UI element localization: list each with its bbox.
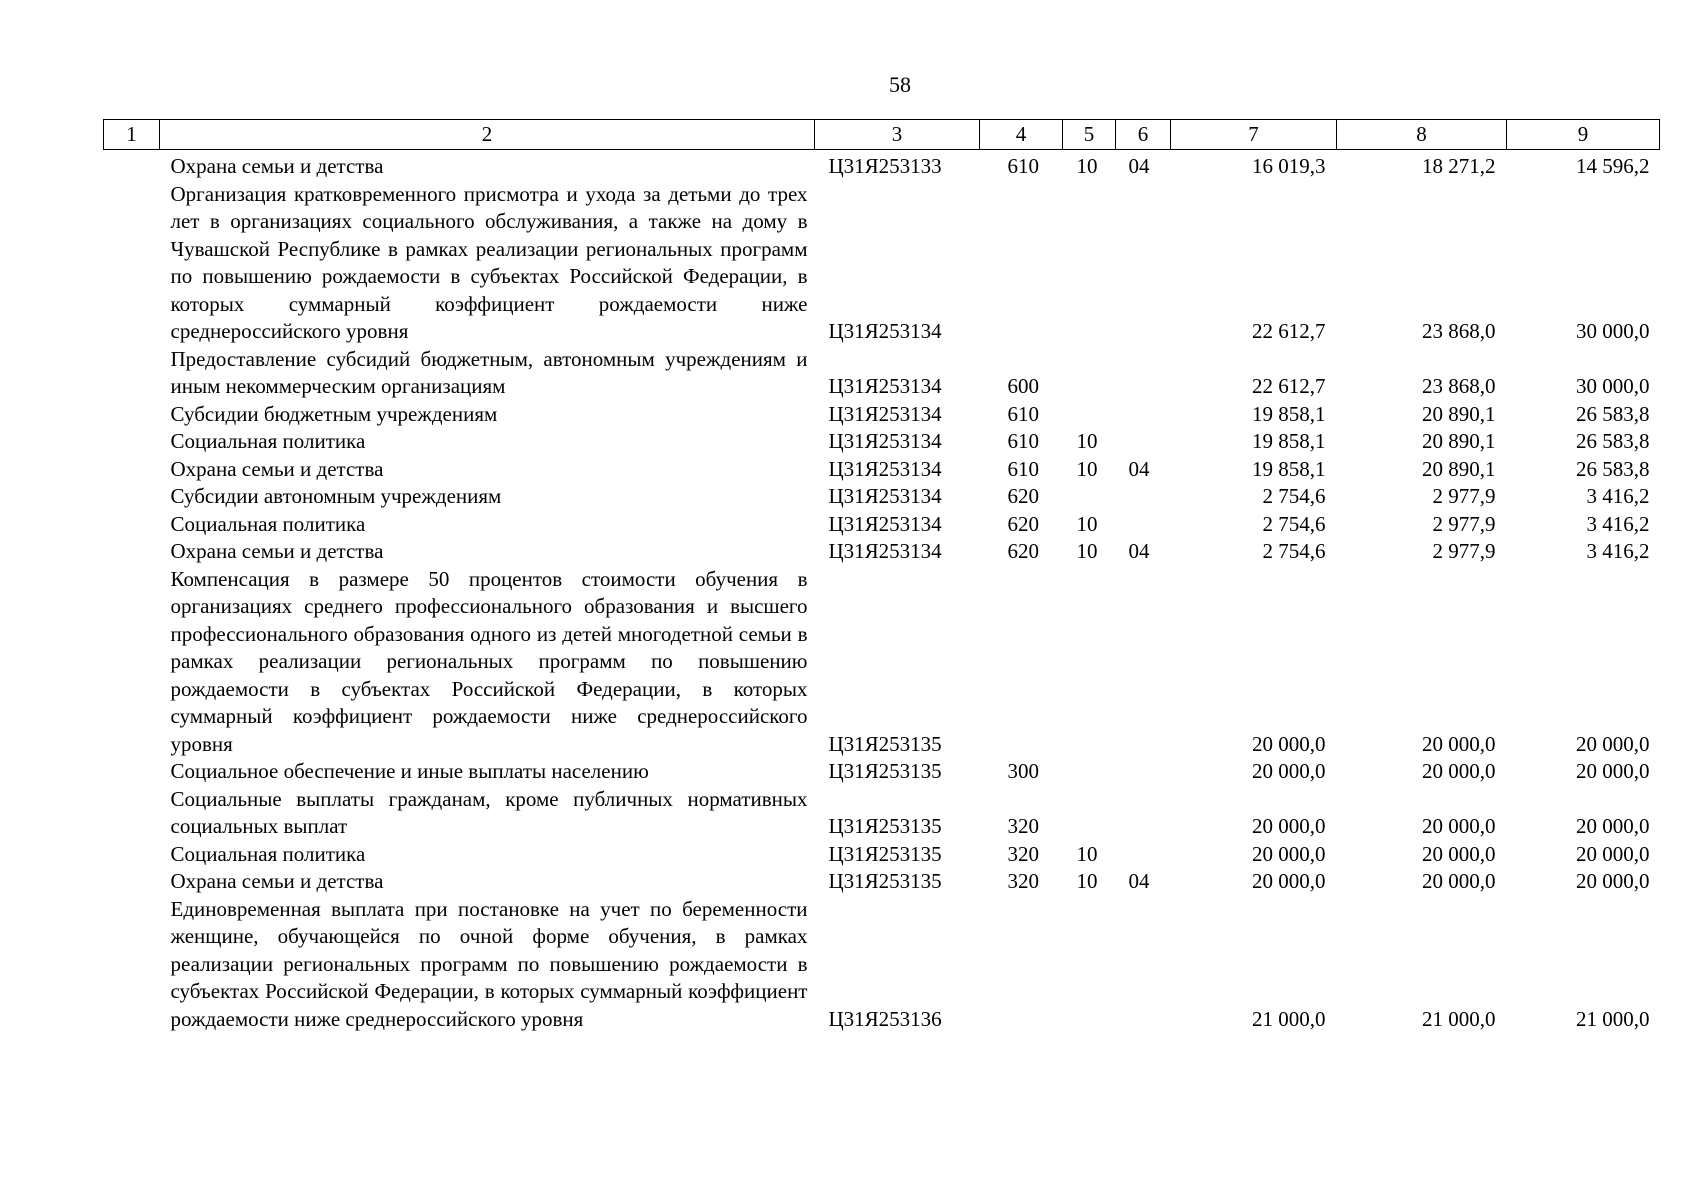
row-section [1063,483,1116,511]
row-index-cell [104,841,160,869]
row-index-cell [104,483,160,511]
row-value-col7: 20 000,0 [1252,814,1326,838]
row-value-col8: 20 000,0 [1422,759,1496,783]
row-expense-type [980,181,1063,346]
row-target-code: Ц31Я253134 [828,401,942,426]
header-col-4: 4 [980,120,1063,150]
row-value-col8: 21 000,0 [1422,1006,1496,1031]
table-row [104,456,1660,484]
row-subsection [1116,401,1171,429]
row-section [1063,896,1116,1034]
row-index-cell [104,401,160,429]
row-target-code: Ц31Я253134 [828,429,942,453]
row-value-col7: 20 000,0 [1252,841,1326,866]
row-subsection [1116,428,1171,456]
row-value-col9: 30 000,0 [1576,319,1650,343]
row-value-col7: 21 000,0 [1252,1006,1326,1031]
row-value-col7: 19 858,1 [1252,456,1326,481]
row-value-col7: 2 754,6 [1262,539,1326,563]
row-value-col9: 30 000,0 [1576,374,1650,398]
table-row [104,150,1660,181]
row-subsection [1116,483,1171,511]
row-value-col7: 19 858,1 [1252,429,1326,453]
row-name: Социальная политика [170,841,366,866]
row-section [1063,566,1116,759]
row-value-col8: 20 000,0 [1422,814,1496,838]
row-index-cell [104,511,160,539]
row-expense-type: 320 [1007,814,1039,838]
row-value-col9: 20 000,0 [1576,731,1650,756]
row-value-col7: 20 000,0 [1252,869,1326,893]
row-name: Охрана семьи и детства [170,154,384,178]
row-subsection: 04 [1128,456,1150,481]
row-name: Субсидии бюджетным учреждениям [170,401,498,426]
row-value-col8: 20 890,1 [1422,429,1496,453]
row-expense-type: 600 [1007,374,1039,398]
row-expense-type: 620 [1007,511,1039,536]
header-col-6: 6 [1116,120,1171,150]
row-section [1063,346,1116,401]
row-target-code: Ц31Я253134 [828,374,942,398]
row-value-col8: 20 000,0 [1422,869,1496,893]
row-value-col9: 20 000,0 [1576,814,1650,838]
row-subsection [1116,566,1171,759]
row-index-cell [104,346,160,401]
row-expense-type: 610 [1007,456,1039,481]
header-col-9: 9 [1507,120,1660,150]
row-index-cell [104,428,160,456]
row-section [1063,758,1116,786]
row-value-col9: 3 416,2 [1586,539,1650,563]
row-section: 10 [1076,429,1098,453]
row-name: Организация кратковременного присмотра и ухода за детьми до трех лет в организациях социального обслуживания, а также на дому в Чувашской Республике в рамках реализации региональных программ по повышению рождаемости в субъектах Российской Федерации, в которых суммарный коэффициент рождаемости ниже среднероссийского уровня [170,181,808,343]
row-name: Охрана семьи и детства [170,456,384,481]
table-row [104,758,1660,786]
page-number: 58 [889,72,911,97]
row-value-col7: 20 000,0 [1252,759,1326,783]
row-index-cell [104,758,160,786]
row-section: 10 [1076,456,1098,481]
row-value-col9: 21 000,0 [1576,1006,1650,1031]
row-value-col7: 2 754,6 [1262,484,1326,508]
row-expense-type: 610 [1007,401,1039,426]
table-row [104,786,1660,841]
row-expense-type: 320 [1007,841,1039,866]
row-section: 10 [1076,869,1098,893]
row-target-code: Ц31Я253135 [828,731,942,756]
row-value-col7: 19 858,1 [1252,401,1326,426]
table-row [104,566,1660,759]
row-value-col9: 3 416,2 [1586,484,1650,508]
row-name: Социальное обеспечение и иные выплаты населению [170,759,649,783]
row-target-code: Ц31Я253134 [828,511,942,536]
row-index-cell [104,150,160,181]
row-index-cell [104,566,160,759]
table-row [104,868,1660,896]
row-expense-type: 620 [1007,539,1039,563]
row-index-cell [104,896,160,1034]
row-value-col8: 2 977,9 [1432,539,1496,563]
row-expense-type [980,566,1063,759]
row-target-code: Ц31Я253135 [828,759,942,783]
row-section: 10 [1076,154,1098,178]
row-section: 10 [1076,841,1098,866]
header-col-8: 8 [1337,120,1507,150]
table-row [104,896,1660,1034]
table-body [104,150,1660,1034]
row-value-col9: 20 000,0 [1576,759,1650,783]
row-value-col9: 14 596,2 [1576,154,1650,178]
row-value-col9: 20 000,0 [1576,841,1650,866]
row-value-col8: 23 868,0 [1422,319,1496,343]
header-col-3: 3 [815,120,980,150]
table-row [104,401,1660,429]
row-expense-type: 300 [1007,759,1039,783]
table-row [104,181,1660,346]
row-name: Социальная политика [170,511,366,536]
row-target-code: Ц31Я253135 [828,841,942,866]
row-target-code: Ц31Я253134 [828,319,942,343]
row-expense-type [980,896,1063,1034]
row-index-cell [104,538,160,566]
table-row [104,428,1660,456]
row-name: Единовременная выплата при постановке на учет по беременности женщине, обучающейся по очной форме обучения, в рамках реализации региональных программ по повышению рождаемости в субъектах Российской Федерации, в которых суммарный коэффициент рождаемости ниже среднероссийского уровня [170,896,808,1031]
row-target-code: Ц31Я253134 [828,484,942,508]
row-name: Охрана семьи и детства [170,539,384,563]
row-name: Социальная политика [170,429,366,453]
row-value-col7: 16 019,3 [1252,154,1326,178]
row-subsection [1116,346,1171,401]
row-target-code: Ц31Я253134 [828,456,942,481]
header-col-1: 1 [104,120,160,150]
row-target-code: Ц31Я253135 [828,869,942,893]
table-header [104,120,1660,150]
row-value-col8: 18 271,2 [1422,154,1496,178]
row-section: 10 [1076,511,1098,536]
header-col-7: 7 [1171,120,1337,150]
header-col-5: 5 [1063,120,1116,150]
row-value-col8: 23 868,0 [1422,374,1496,398]
row-section [1063,181,1116,346]
row-value-col8: 20 890,1 [1422,401,1496,426]
row-index-cell [104,868,160,896]
table-row [104,511,1660,539]
row-name: Социальные выплаты гражданам, кроме публичных нормативных социальных выплат [170,786,808,838]
row-expense-type: 320 [1007,869,1039,893]
row-index-cell [104,456,160,484]
row-value-col7: 2 754,6 [1262,511,1326,536]
row-subsection [1116,786,1171,841]
row-value-col8: 2 977,9 [1432,511,1496,536]
row-subsection [1116,841,1171,869]
table-row [104,538,1660,566]
row-subsection: 04 [1128,154,1150,178]
row-name: Субсидии автономным учреждениям [170,484,502,508]
row-value-col8: 20 000,0 [1422,841,1496,866]
header-col-2: 2 [160,120,815,150]
row-name: Охрана семьи и детства [170,869,384,893]
header-row [104,120,1660,150]
table-row [104,346,1660,401]
row-target-code: Ц31Я253133 [828,154,942,178]
row-name: Предоставление субсидий бюджетным, автономным учреждениям и иным некоммерческим организациям [170,346,808,398]
row-subsection [1116,181,1171,346]
row-subsection: 04 [1128,539,1150,563]
row-target-code: Ц31Я253134 [828,539,942,563]
row-subsection [1116,511,1171,539]
row-target-code: Ц31Я253135 [828,814,942,838]
row-expense-type: 610 [1007,429,1039,453]
row-section: 10 [1076,539,1098,563]
row-index-cell [104,181,160,346]
row-value-col7: 22 612,7 [1252,374,1326,398]
row-expense-type: 610 [1007,154,1039,178]
row-value-col7: 20 000,0 [1252,731,1326,756]
row-section [1063,786,1116,841]
row-index-cell [104,786,160,841]
row-expense-type: 620 [1007,484,1039,508]
row-value-col9: 26 583,8 [1576,456,1650,481]
row-value-col8: 20 890,1 [1422,456,1496,481]
row-subsection [1116,896,1171,1034]
row-target-code: Ц31Я253136 [828,1006,942,1031]
row-subsection [1116,758,1171,786]
row-value-col9: 26 583,8 [1576,401,1650,426]
row-value-col8: 20 000,0 [1422,731,1496,756]
table-row [104,483,1660,511]
row-subsection: 04 [1128,869,1150,893]
row-name: Компенсация в размере 50 процентов стоимости обучения в организациях среднего профессионального образования и высшего профессионального образования одного из детей многодетной семьи в рамках реализации региональных программ по повышению рождаемости в субъектах Российской Федерации, в которых суммарный коэффициент рождаемости ниже среднероссийского уровня [170,566,808,756]
budget-table [103,119,1660,1033]
row-value-col7: 22 612,7 [1252,319,1326,343]
row-section [1063,401,1116,429]
row-value-col8: 2 977,9 [1432,484,1496,508]
row-value-col9: 26 583,8 [1576,429,1650,453]
table-row [104,841,1660,869]
row-value-col9: 20 000,0 [1576,869,1650,893]
row-value-col9: 3 416,2 [1586,511,1650,536]
